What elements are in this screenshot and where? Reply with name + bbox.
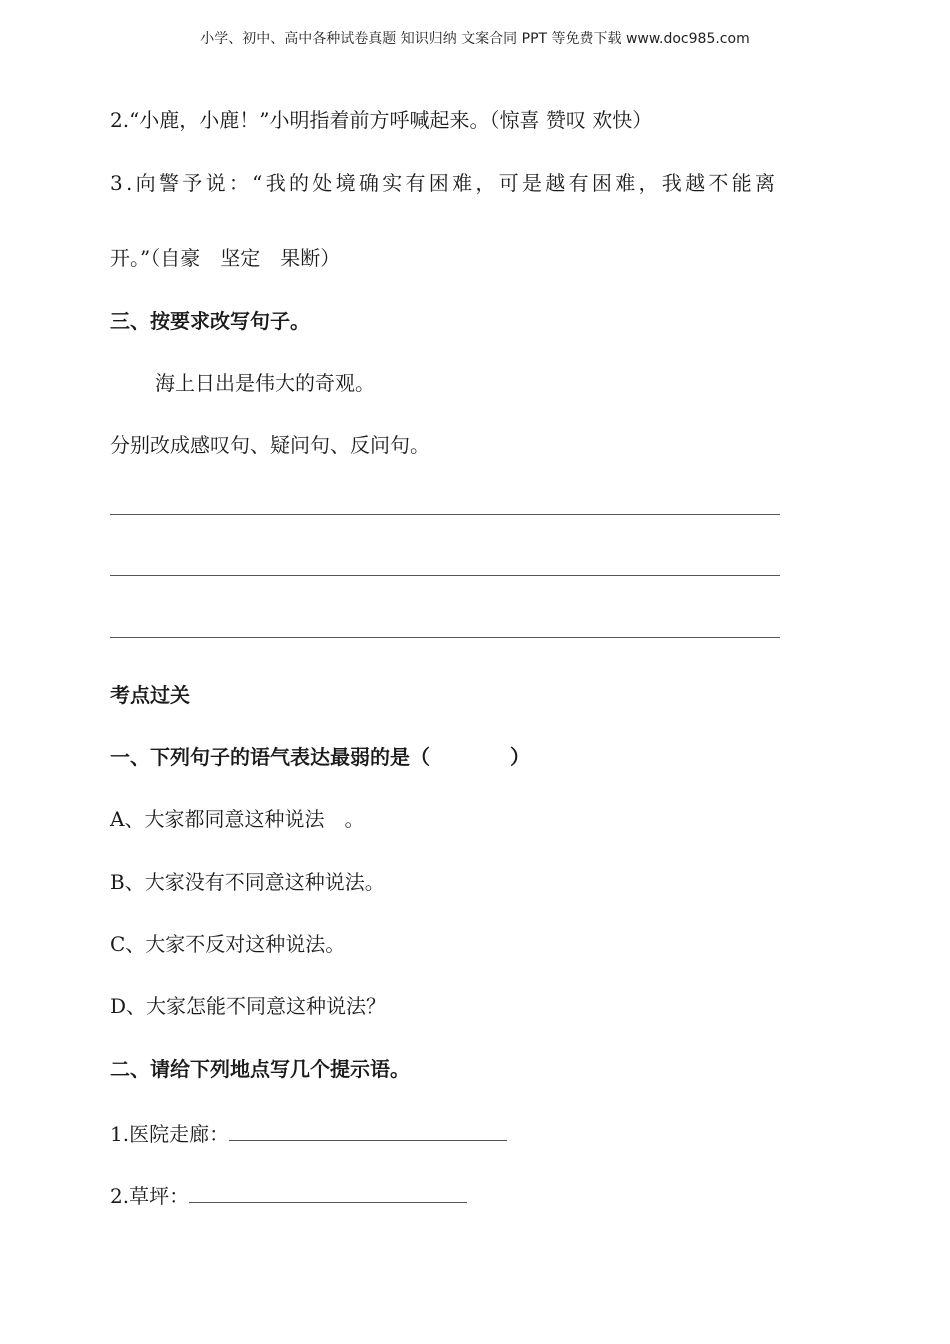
checkpoint-title: 考点过关 (110, 683, 190, 707)
question-3-line-1: 3.向警予说：“我的处境确实有困难，可是越有困难，我越不能离 (110, 171, 779, 195)
quiz-2-item-2-blank[interactable] (189, 1184, 467, 1203)
quiz-1-option-b: B、大家没有不同意这种说法。 (110, 870, 385, 894)
section-3-sentence: 海上日出是伟大的奇观。 (155, 371, 375, 395)
quiz-1-option-d: D、大家怎能不同意这种说法？ (110, 994, 387, 1018)
answer-line-1[interactable] (110, 514, 780, 515)
quiz-1-question: 一、下列句子的语气表达最弱的是（ ） (110, 745, 530, 769)
question-2: 2.“小鹿，小鹿！”小明指着前方呼喊起来。（惊喜 赞叹 欢快） (110, 108, 653, 132)
question-3-line-2: 开。”（自豪 坚定 果断） (110, 246, 341, 270)
quiz-2-item-1 (110, 1118, 507, 1147)
quiz-2-item-1-label: 1.医院走廊： (110, 1122, 230, 1146)
quiz-1-option-a: A、大家都同意这种说法 。 (110, 807, 365, 831)
section-3-instruction: 分别改成感叹句、疑问句、反问句。 (110, 433, 430, 457)
quiz-2-question: 二、请给下列地点写几个提示语。 (110, 1057, 410, 1081)
answer-line-3[interactable] (110, 637, 780, 638)
quiz-2-item-2 (110, 1180, 467, 1209)
page-header: 小学、初中、高中各种试卷真题 知识归纳 文案合同 PPT 等免费下载 www.doc985.com (200, 31, 750, 47)
quiz-2-item-2-label: 2.草坪： (110, 1184, 190, 1208)
answer-line-2[interactable] (110, 575, 780, 576)
section-3-title: 三、按要求改写句子。 (110, 309, 310, 333)
quiz-2-item-1-blank[interactable] (229, 1122, 507, 1141)
quiz-1-option-c: C、大家不反对这种说法。 (110, 932, 346, 956)
